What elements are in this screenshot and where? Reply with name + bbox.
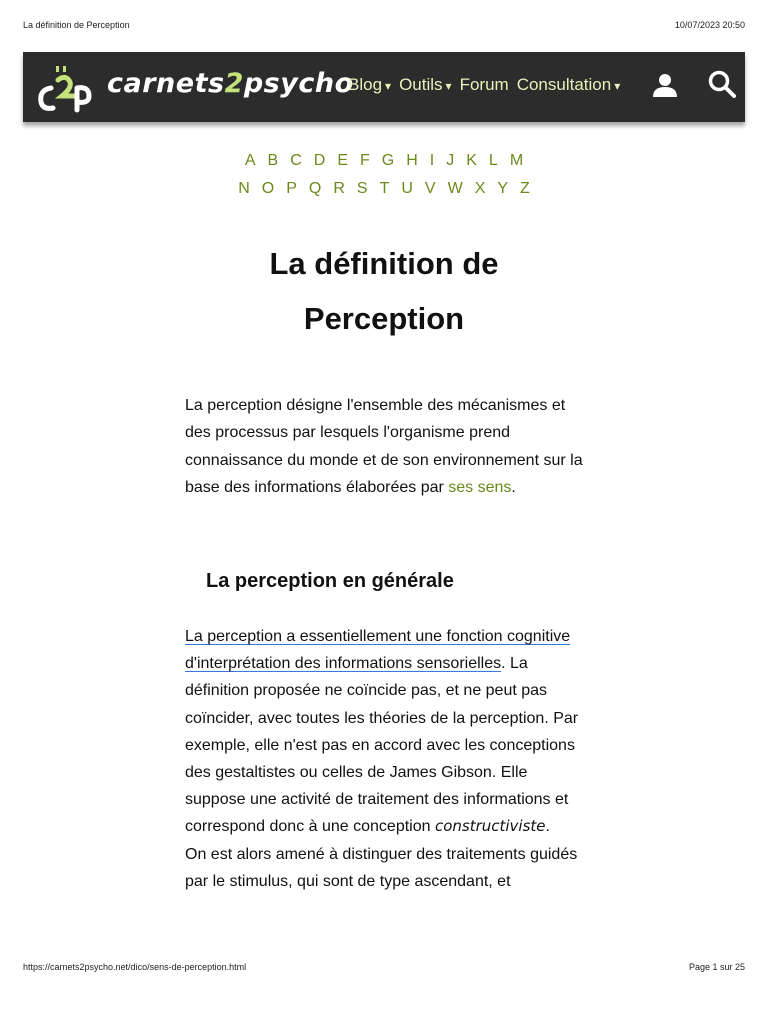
highlighted-sentence: La perception a essentiellement une fonction cognitive d'interprétation des informations sensorielles (185, 628, 571, 673)
letter-link[interactable]: H (406, 152, 418, 169)
letter-link[interactable]: V (424, 180, 436, 197)
brand-text-a: carnets (107, 68, 225, 99)
letter-link[interactable]: C (290, 152, 302, 169)
chevron-down-icon: ▾ (445, 79, 452, 93)
letter-link[interactable]: T (379, 180, 390, 197)
page-title (0, 236, 768, 346)
page-title-line-2: Perception (303, 301, 465, 336)
letter-link[interactable]: R (333, 180, 345, 197)
brand-text-c: psycho (243, 68, 354, 99)
letter-link[interactable]: W (447, 180, 463, 197)
letter-link[interactable]: L (488, 152, 498, 169)
letter-link[interactable]: N (238, 180, 250, 197)
letter-link[interactable]: D (313, 152, 326, 169)
letter-link[interactable]: U (401, 180, 413, 197)
main-nav (348, 75, 620, 97)
print-page-number: Page 1 sur 25 (688, 962, 745, 972)
ses-sens-link[interactable]: ses sens (448, 478, 512, 496)
letter-link[interactable]: Y (497, 180, 509, 197)
letter-link[interactable]: O (261, 180, 275, 197)
letter-link[interactable]: E (337, 152, 348, 169)
brand-text-b: 2 (224, 68, 244, 99)
intro-paragraph: La perception désigne l'ensemble des mécanismes et des processus par lesquels l'organisme prend connaissance du monde et de son environnement sur la base des informations élaborées par ses sens. (185, 397, 583, 496)
nav-consultation[interactable]: Consultation ▾ (516, 75, 621, 94)
letter-link[interactable]: S (356, 180, 368, 197)
letter-link[interactable]: X (474, 180, 486, 197)
print-header (23, 20, 745, 32)
print-url: https://carnets2psycho.net/dico/sens-de-perception.html (23, 962, 247, 972)
letter-link[interactable]: F (359, 152, 370, 169)
letter-link[interactable]: P (286, 180, 297, 197)
body-paragraph: La perception a essentiellement une fonction cognitive d'interprétation des informations sensorielles. La définition proposée ne coïncide pas, et ne peut pas coïncider, avec toutes les théories de la perception. Par exemple, elle n'est pas en accord avec les conceptions des gestaltistes ou celles de James Gibson. Elle suppose une activité de traitement des informations et correspond donc à une conception constructiviste. On est alors amené à distinguer des traitements guidés par le stimulus, qui sont de type ascendant, et (185, 628, 579, 890)
search-icon[interactable] (707, 69, 737, 99)
alphabet-index-row-1 (0, 152, 768, 170)
letter-link[interactable]: J (446, 152, 455, 169)
letter-link[interactable]: B (267, 152, 279, 169)
section-heading: La perception en générale (206, 570, 454, 592)
nav-outils[interactable]: Outils ▾ (399, 75, 452, 94)
print-page-title: La définition de Perception (23, 20, 130, 30)
letter-link[interactable]: Z (520, 180, 530, 197)
body-continuation: On est alors amené à distinguer des traitements guidés par le stimulus, qui sont de type ascendant, et (185, 845, 578, 890)
nav-blog[interactable]: Blog ▾ (348, 75, 392, 94)
emphasis-term: constructiviste (434, 817, 546, 836)
chevron-down-icon: ▾ (385, 79, 392, 93)
letter-link[interactable]: G (381, 152, 395, 169)
letter-link[interactable]: I (429, 152, 435, 169)
user-icon[interactable] (652, 72, 678, 98)
letter-link[interactable]: Q (308, 180, 322, 197)
letter-link[interactable]: A (244, 152, 256, 169)
site-navbar (23, 52, 745, 122)
page-title-line-1: La définition de (269, 246, 499, 281)
print-timestamp: 10/07/2023 20:50 (674, 20, 745, 30)
letter-link[interactable]: M (509, 152, 524, 169)
brand-wordmark[interactable] (107, 68, 354, 99)
c2p-logo-icon[interactable] (31, 58, 95, 116)
print-footer (23, 962, 745, 974)
chevron-down-icon: ▾ (614, 79, 621, 93)
nav-forum[interactable]: Forum (459, 75, 509, 94)
alphabet-index-row-2 (0, 180, 768, 198)
letter-link[interactable]: K (466, 152, 477, 169)
